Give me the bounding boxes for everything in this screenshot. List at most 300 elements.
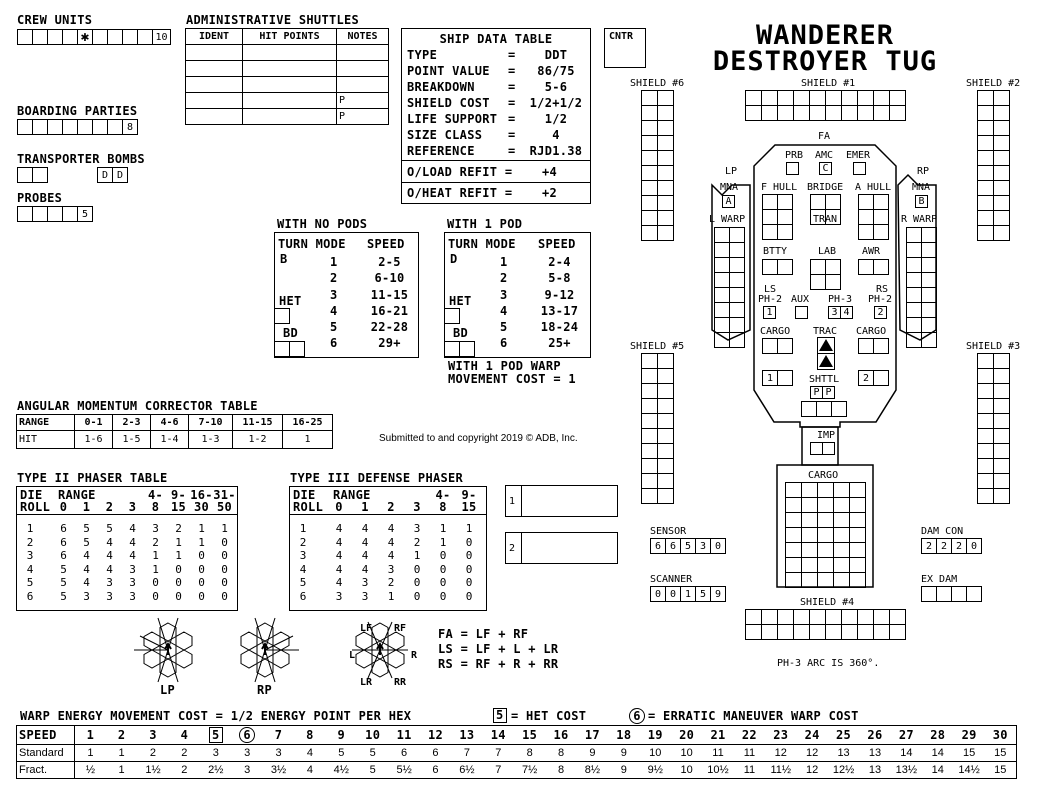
damcon-box[interactable] bbox=[966, 538, 982, 554]
shuttle-cell[interactable] bbox=[243, 93, 337, 109]
rwarp-box[interactable] bbox=[922, 288, 937, 303]
shield4-box[interactable] bbox=[810, 610, 826, 625]
probe-box[interactable] bbox=[62, 206, 78, 222]
shield3-box[interactable] bbox=[978, 399, 994, 414]
fhull-box[interactable] bbox=[763, 225, 778, 240]
shield6-box[interactable] bbox=[642, 181, 658, 196]
crew-box[interactable] bbox=[92, 29, 108, 45]
shttl-box[interactable] bbox=[801, 401, 817, 417]
cargo-big-box[interactable] bbox=[834, 558, 850, 573]
shuttle-cell[interactable] bbox=[243, 77, 337, 93]
shield2-box[interactable] bbox=[978, 211, 994, 226]
lwarp-box[interactable] bbox=[715, 273, 730, 288]
aux-box[interactable] bbox=[795, 306, 808, 319]
probe-box-end[interactable] bbox=[77, 206, 93, 222]
crew-box[interactable] bbox=[32, 29, 48, 45]
btty-grid[interactable] bbox=[762, 259, 793, 275]
shuttle-cell[interactable] bbox=[186, 77, 243, 93]
shield6-box[interactable] bbox=[658, 121, 674, 136]
shield2-box[interactable] bbox=[994, 211, 1010, 226]
boarding-box[interactable] bbox=[17, 119, 33, 135]
crew-box[interactable] bbox=[137, 29, 153, 45]
shield3-box[interactable] bbox=[978, 474, 994, 489]
crew-box-marked[interactable] bbox=[77, 29, 93, 45]
shield2-box[interactable] bbox=[994, 91, 1010, 106]
exdam-box[interactable] bbox=[951, 586, 967, 602]
shield3-box[interactable] bbox=[978, 459, 994, 474]
rwarp-box[interactable] bbox=[922, 333, 937, 348]
shield2-box[interactable] bbox=[978, 106, 994, 121]
rwarp-box[interactable] bbox=[922, 318, 937, 333]
boarding-box[interactable] bbox=[77, 119, 93, 135]
shield2-box[interactable] bbox=[978, 226, 994, 241]
shield4-grid[interactable] bbox=[745, 609, 906, 640]
cargo-big-box[interactable] bbox=[850, 483, 866, 498]
emer-box[interactable] bbox=[853, 162, 866, 175]
rwarp-box[interactable] bbox=[907, 318, 922, 333]
cargo-big-box[interactable] bbox=[818, 483, 834, 498]
imp-box[interactable] bbox=[822, 442, 835, 455]
shield3-box[interactable] bbox=[994, 384, 1010, 399]
lab-box[interactable] bbox=[811, 275, 826, 290]
shield5-box[interactable] bbox=[642, 459, 658, 474]
cargo-big-box[interactable] bbox=[834, 513, 850, 528]
damcon-box[interactable] bbox=[951, 538, 967, 554]
shield6-box[interactable] bbox=[658, 91, 674, 106]
shield4-box[interactable] bbox=[762, 610, 778, 625]
shield5-box[interactable] bbox=[658, 354, 674, 369]
cargo-big-box[interactable] bbox=[786, 513, 802, 528]
boarding-box-end[interactable] bbox=[122, 119, 138, 135]
sensor-box[interactable] bbox=[695, 538, 711, 554]
scanner-box[interactable] bbox=[665, 586, 681, 602]
rwarp-box[interactable] bbox=[907, 333, 922, 348]
shield3-box[interactable] bbox=[994, 354, 1010, 369]
shield1-box[interactable] bbox=[794, 106, 810, 121]
shttl-box[interactable] bbox=[816, 401, 832, 417]
shield6-box[interactable] bbox=[658, 181, 674, 196]
lwarp-box[interactable] bbox=[730, 318, 745, 333]
awr-box[interactable] bbox=[859, 260, 874, 275]
cargo-big-box[interactable] bbox=[834, 498, 850, 513]
probe-box[interactable] bbox=[17, 206, 33, 222]
crew-box[interactable] bbox=[17, 29, 33, 45]
shield3-box[interactable] bbox=[978, 414, 994, 429]
cargo-big-grid[interactable] bbox=[785, 482, 866, 588]
shield2-box[interactable] bbox=[994, 226, 1010, 241]
cargo-big-box[interactable] bbox=[850, 558, 866, 573]
rwarp-box[interactable] bbox=[922, 303, 937, 318]
shield3-box[interactable] bbox=[994, 459, 1010, 474]
cargo-big-box[interactable] bbox=[818, 573, 834, 588]
shield4-box[interactable] bbox=[826, 610, 842, 625]
shuttle-cell[interactable] bbox=[337, 77, 389, 93]
cargo-big-box[interactable] bbox=[818, 528, 834, 543]
shield3-box[interactable] bbox=[978, 429, 994, 444]
transporter-d-box[interactable] bbox=[112, 167, 128, 183]
shield6-box[interactable] bbox=[642, 166, 658, 181]
probe-box[interactable] bbox=[47, 206, 63, 222]
shield2-box[interactable] bbox=[994, 151, 1010, 166]
shield6-box[interactable] bbox=[642, 121, 658, 136]
shield4-box[interactable] bbox=[842, 610, 858, 625]
cargo-big-box[interactable] bbox=[786, 528, 802, 543]
shield4-box[interactable] bbox=[858, 625, 874, 640]
sensor-box[interactable] bbox=[710, 538, 726, 554]
cargo-left-box[interactable] bbox=[778, 339, 793, 354]
sensor-box[interactable] bbox=[680, 538, 696, 554]
ahull-box[interactable] bbox=[874, 225, 889, 240]
transporter-box[interactable] bbox=[32, 167, 48, 183]
cargo-big-box[interactable] bbox=[818, 543, 834, 558]
shield1-box[interactable] bbox=[874, 91, 890, 106]
fhull-box[interactable] bbox=[778, 210, 793, 225]
shield1-box[interactable] bbox=[842, 91, 858, 106]
shield5-box[interactable] bbox=[658, 429, 674, 444]
lwarp-grid[interactable] bbox=[714, 227, 745, 348]
fhull-box[interactable] bbox=[763, 195, 778, 210]
shield3-box[interactable] bbox=[978, 354, 994, 369]
shuttle-cell[interactable] bbox=[337, 61, 389, 77]
shuttle-cell[interactable] bbox=[243, 61, 337, 77]
shield6-box[interactable] bbox=[642, 91, 658, 106]
shuttle-cell[interactable] bbox=[337, 45, 389, 61]
shield5-box[interactable] bbox=[642, 384, 658, 399]
shield6-box[interactable] bbox=[658, 136, 674, 151]
shield6-box[interactable] bbox=[658, 106, 674, 121]
rwarp-box[interactable] bbox=[907, 243, 922, 258]
scanner-box[interactable] bbox=[650, 586, 666, 602]
rwarp-box[interactable] bbox=[922, 243, 937, 258]
shield1-box[interactable] bbox=[858, 106, 874, 121]
rwarp-box[interactable] bbox=[907, 228, 922, 243]
shield1-box[interactable] bbox=[778, 106, 794, 121]
cargo-big-box[interactable] bbox=[802, 573, 818, 588]
shield3-box[interactable] bbox=[994, 444, 1010, 459]
boarding-box[interactable] bbox=[62, 119, 78, 135]
shield6-box[interactable] bbox=[658, 226, 674, 241]
lwarp-box[interactable] bbox=[730, 303, 745, 318]
rwarp-box[interactable] bbox=[922, 228, 937, 243]
shield4-box[interactable] bbox=[794, 610, 810, 625]
ahull-box[interactable] bbox=[874, 195, 889, 210]
crew-box-end[interactable] bbox=[152, 29, 171, 45]
prb-box[interactable] bbox=[786, 162, 799, 175]
shield6-box[interactable] bbox=[642, 196, 658, 211]
cargo-big-box[interactable] bbox=[802, 483, 818, 498]
lwarp-box[interactable] bbox=[715, 228, 730, 243]
shield2-box[interactable] bbox=[978, 121, 994, 136]
shield1-box[interactable] bbox=[890, 91, 906, 106]
cargo-big-box[interactable] bbox=[850, 528, 866, 543]
fhull-grid[interactable] bbox=[762, 194, 793, 240]
shield1-grid[interactable] bbox=[745, 90, 906, 121]
exdam-box[interactable] bbox=[936, 586, 952, 602]
shuttle-cell[interactable] bbox=[186, 45, 243, 61]
fhull-box[interactable] bbox=[778, 195, 793, 210]
shield5-box[interactable] bbox=[658, 489, 674, 504]
shield3-box[interactable] bbox=[994, 399, 1010, 414]
scanner-box[interactable] bbox=[695, 586, 711, 602]
rwarp-grid[interactable] bbox=[906, 227, 937, 348]
ahull-box[interactable] bbox=[859, 225, 874, 240]
shield3-grid[interactable] bbox=[977, 353, 1010, 504]
ph2-right-box[interactable] bbox=[874, 306, 887, 319]
one-pod-het-box[interactable] bbox=[444, 308, 460, 324]
shield4-box[interactable] bbox=[746, 625, 762, 640]
mna-right-box[interactable] bbox=[915, 195, 928, 208]
awr-grid[interactable] bbox=[858, 259, 889, 275]
rwarp-box[interactable] bbox=[907, 288, 922, 303]
exdam-box[interactable] bbox=[966, 586, 982, 602]
cargo-big-box[interactable] bbox=[786, 543, 802, 558]
btty-box[interactable] bbox=[763, 260, 778, 275]
shield3-box[interactable] bbox=[994, 414, 1010, 429]
shield4-box[interactable] bbox=[890, 625, 906, 640]
cargo-left-grid[interactable] bbox=[762, 338, 793, 354]
shield6-grid[interactable] bbox=[641, 90, 674, 241]
shield5-box[interactable] bbox=[642, 414, 658, 429]
shield5-box[interactable] bbox=[658, 474, 674, 489]
shield1-box[interactable] bbox=[762, 106, 778, 121]
rwarp-box[interactable] bbox=[922, 258, 937, 273]
lab-grid[interactable] bbox=[810, 259, 841, 290]
boarding-box[interactable] bbox=[92, 119, 108, 135]
lwarp-box[interactable] bbox=[730, 258, 745, 273]
shield6-box[interactable] bbox=[658, 211, 674, 226]
lwarp-box[interactable] bbox=[715, 303, 730, 318]
shield3-box[interactable] bbox=[978, 384, 994, 399]
shield2-box[interactable] bbox=[978, 151, 994, 166]
shield3-box[interactable] bbox=[978, 489, 994, 504]
no-pods-bd-box[interactable] bbox=[289, 341, 305, 357]
lwarp-box[interactable] bbox=[715, 288, 730, 303]
shield1-box[interactable] bbox=[762, 91, 778, 106]
shield5-box[interactable] bbox=[642, 369, 658, 384]
lwarp-box[interactable] bbox=[730, 228, 745, 243]
shield5-box[interactable] bbox=[642, 399, 658, 414]
lab-box[interactable] bbox=[826, 260, 841, 275]
crew-box[interactable] bbox=[47, 29, 63, 45]
probe-box[interactable] bbox=[32, 206, 48, 222]
shield2-box[interactable] bbox=[994, 196, 1010, 211]
shield4-box[interactable] bbox=[778, 610, 794, 625]
cargo-big-box[interactable] bbox=[818, 513, 834, 528]
cargo-big-box[interactable] bbox=[786, 573, 802, 588]
shield4-box[interactable] bbox=[778, 625, 794, 640]
shield4-box[interactable] bbox=[858, 610, 874, 625]
shield4-box[interactable] bbox=[762, 625, 778, 640]
one-pod-bd-box[interactable] bbox=[459, 341, 475, 357]
lwarp-box[interactable] bbox=[715, 258, 730, 273]
cargo-big-box[interactable] bbox=[834, 543, 850, 558]
shield6-box[interactable] bbox=[642, 211, 658, 226]
shield5-box[interactable] bbox=[658, 459, 674, 474]
rwarp-box[interactable] bbox=[907, 273, 922, 288]
fhull-box[interactable] bbox=[763, 210, 778, 225]
lwarp-box[interactable] bbox=[730, 288, 745, 303]
shield5-box[interactable] bbox=[642, 429, 658, 444]
awr-box[interactable] bbox=[874, 260, 889, 275]
shield2-box[interactable] bbox=[994, 121, 1010, 136]
crew-box[interactable] bbox=[122, 29, 138, 45]
cargo-big-box[interactable] bbox=[850, 573, 866, 588]
cargo-big-box[interactable] bbox=[802, 513, 818, 528]
shield2-box[interactable] bbox=[978, 196, 994, 211]
shield6-box[interactable] bbox=[658, 166, 674, 181]
cargo-right-box[interactable] bbox=[859, 339, 874, 354]
shield2-box[interactable] bbox=[994, 136, 1010, 151]
cargo-big-box[interactable] bbox=[786, 498, 802, 513]
shield2-box[interactable] bbox=[994, 181, 1010, 196]
amc-box[interactable] bbox=[819, 162, 832, 175]
shield4-box[interactable] bbox=[794, 625, 810, 640]
shield6-box[interactable] bbox=[642, 136, 658, 151]
shield5-box[interactable] bbox=[658, 369, 674, 384]
shield5-box[interactable] bbox=[658, 444, 674, 459]
shield3-box[interactable] bbox=[994, 429, 1010, 444]
shield1-box[interactable] bbox=[874, 106, 890, 121]
one-pod-bd-box[interactable] bbox=[444, 341, 460, 357]
shield1-box[interactable] bbox=[826, 91, 842, 106]
shield4-box[interactable] bbox=[746, 610, 762, 625]
shuttle-cell[interactable] bbox=[243, 45, 337, 61]
boarding-box[interactable] bbox=[32, 119, 48, 135]
shield1-box[interactable] bbox=[890, 106, 906, 121]
shield5-grid[interactable] bbox=[641, 353, 674, 504]
cargo-big-box[interactable] bbox=[834, 528, 850, 543]
cargo-left-box[interactable] bbox=[763, 339, 778, 354]
shttl-p2[interactable] bbox=[822, 386, 835, 399]
shield1-box[interactable] bbox=[778, 91, 794, 106]
shield1-box[interactable] bbox=[842, 106, 858, 121]
shield5-box[interactable] bbox=[642, 474, 658, 489]
shield5-box[interactable] bbox=[642, 444, 658, 459]
ahull-box[interactable] bbox=[859, 195, 874, 210]
crew-box[interactable] bbox=[107, 29, 123, 45]
shield5-box[interactable] bbox=[658, 399, 674, 414]
shttl-box[interactable] bbox=[831, 401, 847, 417]
cargo-right-grid[interactable] bbox=[858, 338, 889, 354]
cargo-big-box[interactable] bbox=[802, 558, 818, 573]
cargo-big-box[interactable] bbox=[802, 543, 818, 558]
cargo-big-box[interactable] bbox=[802, 498, 818, 513]
shield6-box[interactable] bbox=[658, 196, 674, 211]
shield2-box[interactable] bbox=[978, 181, 994, 196]
fhull-box[interactable] bbox=[778, 225, 793, 240]
shuttle-bay-2b[interactable] bbox=[873, 370, 889, 386]
shuttle-cell[interactable] bbox=[186, 109, 243, 125]
shield6-box[interactable] bbox=[642, 226, 658, 241]
scanner-box[interactable] bbox=[710, 586, 726, 602]
no-pods-bd-box[interactable] bbox=[274, 341, 290, 357]
shield2-box[interactable] bbox=[978, 166, 994, 181]
shuttle-cell[interactable] bbox=[243, 109, 337, 125]
shield3-box[interactable] bbox=[994, 369, 1010, 384]
sensor-box[interactable] bbox=[650, 538, 666, 554]
lwarp-box[interactable] bbox=[730, 243, 745, 258]
shuttle-bay-1b[interactable] bbox=[777, 370, 793, 386]
shield6-box[interactable] bbox=[658, 151, 674, 166]
sensor-box[interactable] bbox=[665, 538, 681, 554]
shield1-box[interactable] bbox=[826, 106, 842, 121]
shield3-box[interactable] bbox=[978, 369, 994, 384]
ahull-box[interactable] bbox=[874, 210, 889, 225]
shield3-box[interactable] bbox=[978, 444, 994, 459]
shield4-box[interactable] bbox=[826, 625, 842, 640]
shield3-box[interactable] bbox=[994, 474, 1010, 489]
shield4-box[interactable] bbox=[874, 625, 890, 640]
lwarp-box[interactable] bbox=[715, 243, 730, 258]
cargo-big-box[interactable] bbox=[834, 573, 850, 588]
damcon-box[interactable] bbox=[921, 538, 937, 554]
cargo-big-box[interactable] bbox=[818, 558, 834, 573]
shield3-box[interactable] bbox=[994, 489, 1010, 504]
shield4-box[interactable] bbox=[842, 625, 858, 640]
shuttle-bay-1[interactable] bbox=[762, 370, 778, 386]
shuttle-cell[interactable] bbox=[186, 93, 243, 109]
cargo-big-box[interactable] bbox=[786, 558, 802, 573]
rwarp-box[interactable] bbox=[907, 258, 922, 273]
shield2-box[interactable] bbox=[994, 166, 1010, 181]
transporter-d-box[interactable] bbox=[97, 167, 113, 183]
shield5-box[interactable] bbox=[642, 489, 658, 504]
cargo-big-box[interactable] bbox=[850, 543, 866, 558]
ahull-grid[interactable] bbox=[858, 194, 889, 240]
shield1-box[interactable] bbox=[810, 106, 826, 121]
cargo-big-box[interactable] bbox=[802, 528, 818, 543]
cargo-big-box[interactable] bbox=[834, 483, 850, 498]
shield4-box[interactable] bbox=[874, 610, 890, 625]
exdam-box[interactable] bbox=[921, 586, 937, 602]
cargo-big-box[interactable] bbox=[850, 513, 866, 528]
rwarp-box[interactable] bbox=[907, 303, 922, 318]
shield6-box[interactable] bbox=[642, 151, 658, 166]
lwarp-box[interactable] bbox=[730, 333, 745, 348]
lwarp-box[interactable] bbox=[730, 273, 745, 288]
shield5-box[interactable] bbox=[658, 384, 674, 399]
cargo-big-box[interactable] bbox=[786, 483, 802, 498]
tractor-arrow-icon[interactable] bbox=[817, 337, 835, 371]
crew-box[interactable] bbox=[62, 29, 78, 45]
bridge-box[interactable] bbox=[811, 195, 826, 210]
shield4-box[interactable] bbox=[890, 610, 906, 625]
lab-box[interactable] bbox=[826, 275, 841, 290]
mna-left-box[interactable] bbox=[722, 195, 735, 208]
shield5-box[interactable] bbox=[642, 354, 658, 369]
shuttle-cell[interactable] bbox=[186, 61, 243, 77]
shuttle-bay-2[interactable] bbox=[858, 370, 874, 386]
shield1-box[interactable] bbox=[858, 91, 874, 106]
scanner-box[interactable] bbox=[680, 586, 696, 602]
damcon-box[interactable] bbox=[936, 538, 952, 554]
ph2-left-box[interactable] bbox=[763, 306, 776, 319]
shield6-box[interactable] bbox=[642, 106, 658, 121]
shield1-box[interactable] bbox=[746, 91, 762, 106]
cargo-big-box[interactable] bbox=[850, 498, 866, 513]
shield2-box[interactable] bbox=[978, 136, 994, 151]
rwarp-box[interactable] bbox=[922, 273, 937, 288]
lab-box[interactable] bbox=[811, 260, 826, 275]
bridge-box[interactable] bbox=[826, 195, 841, 210]
lwarp-box[interactable] bbox=[715, 318, 730, 333]
cargo-right-box[interactable] bbox=[874, 339, 889, 354]
shield1-box[interactable] bbox=[746, 106, 762, 121]
cargo-big-box[interactable] bbox=[818, 498, 834, 513]
shield2-box[interactable] bbox=[978, 91, 994, 106]
btty-box[interactable] bbox=[778, 260, 793, 275]
shield1-box[interactable] bbox=[810, 91, 826, 106]
